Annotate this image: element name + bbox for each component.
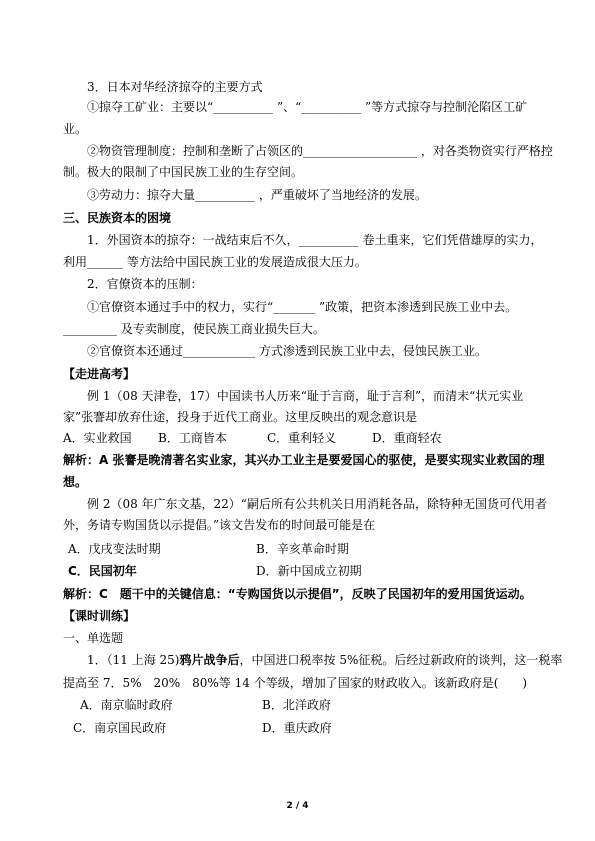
- materials-item-line-1: ②物资管理制度：控制和垄断了占领区的___________________ ，对各类物资实行严格控: [87, 144, 553, 158]
- subsection-title-single-choice: 一、单选题: [63, 631, 124, 645]
- foreign-capital-line-2: 利用______ 等方法给中国民族工业的发展造成很大压力。: [63, 255, 367, 269]
- example1-option-c: C．重利轻义: [267, 431, 337, 445]
- example1-stem-line-1: 例 1（08 天津卷，17）中国读书人历来“耻于言商，耻于言利”，而清末“状元实业: [87, 389, 524, 403]
- example1-option-a: A．实业救国: [63, 431, 132, 445]
- example2-options-row-1: [0, 541, 595, 557]
- example2-analysis: 解析：C 题干中的关键信息：“专购国货以示提倡”，反映了民国初年的爱用国货运动。: [63, 587, 532, 601]
- example2-stem-line-2: 外，务请专购国货以示提倡。”该文告发布的时间最可能是在: [63, 518, 376, 532]
- example2-option-b: B．辛亥革命时期: [256, 542, 349, 556]
- example1-analysis-line-2: 想。: [63, 475, 88, 489]
- example2-option-d: D．新中国成立初期: [256, 564, 362, 578]
- question1-option-c: C．南京国民政府: [73, 721, 167, 735]
- example1-option-d: D．重商轻农: [372, 431, 442, 445]
- section-heading-training: 【课时训练】: [63, 609, 136, 623]
- bureaucratic-power-line-2: _________ 及专卖制度，使民族工商业损失巨大。: [63, 322, 325, 336]
- question1-options-row-2: [0, 720, 595, 736]
- subsection-title-japan-plunder: 3．日本对华经济掠夺的主要方式: [87, 80, 263, 94]
- section-heading-gaokao: 【走进高考】: [63, 367, 136, 381]
- example1-options-row: [0, 430, 595, 446]
- bureaucratic-infiltration-line-1: ②官僚资本还通过____________ 方式渗透到民族工业中去，侵蚀民族工业。: [87, 344, 487, 358]
- example1-option-b: B．工商皆本: [158, 431, 227, 445]
- question1-option-a: A．南京临时政府: [80, 698, 173, 712]
- mining-item-line-1: ①掠夺工矿业：主要以“__________ ”、“__________ ”等方式掠夺与控制沦陷区工矿: [87, 100, 528, 114]
- foreign-capital-line-1: 1．外国资本的掠夺：一战结束后不久，__________ 卷土重来，它们凭借雄厚的实力，: [87, 233, 543, 247]
- bureaucratic-power-line-1: ①官僚资本通过手中的权力，实行“_______ ”政策，把资本渗透到民族工业中去。: [87, 300, 518, 314]
- question1-stem-text: ，中国进口税率按 5%征税。后经过新政府的谈判，这一税率: [239, 653, 563, 667]
- question1-stem-line-2: 提高至 7．5% 20% 80%等 14 个等级，增加了国家的财政收入。该新政府是( ): [63, 676, 528, 690]
- bureaucratic-capital-title: 2．官僚资本的压制：: [87, 277, 203, 291]
- section-heading-national-capital: 三、民族资本的困境: [63, 211, 172, 225]
- question1-number: 1．（11 上海 25): [87, 653, 180, 667]
- page-number: 2 / 4: [286, 801, 309, 811]
- example2-options-row-2: [0, 563, 595, 579]
- example1-stem-line-2: 家”张謇却放弃仕途，投身于近代工商业。这里反映出的观念意识是: [63, 410, 418, 424]
- question1-option-b: B．北洋政府: [262, 698, 331, 712]
- question1-option-d: D．重庆政府: [262, 721, 332, 735]
- materials-item-line-2: 制。极大的限制了中国民族工业的生存空间。: [63, 165, 304, 179]
- example1-analysis-line-1: 解析：A 张謇是晚清著名实业家，其兴办工业主是要爱国心的驱使，是要实现实业救国的理: [63, 453, 545, 467]
- question1-stem-line-1: [87, 652, 562, 668]
- question1-emphasis: 鸦片战争后: [179, 653, 240, 667]
- example2-option-a: A．戊戌变法时期: [68, 542, 161, 556]
- example2-stem-line-1: 例 2（08 年广东文基，22）“嗣后所有公共机关日用消耗各品，除特种无国货可代用者: [87, 497, 547, 511]
- question1-options-row-1: [0, 697, 595, 713]
- labor-item-line-1: ③劳动力：掠夺大量__________ ，严重破坏了当地经济的发展。: [87, 188, 427, 202]
- example2-option-c: C．民国初年: [68, 564, 137, 578]
- mining-item-line-2: 业。: [63, 122, 88, 136]
